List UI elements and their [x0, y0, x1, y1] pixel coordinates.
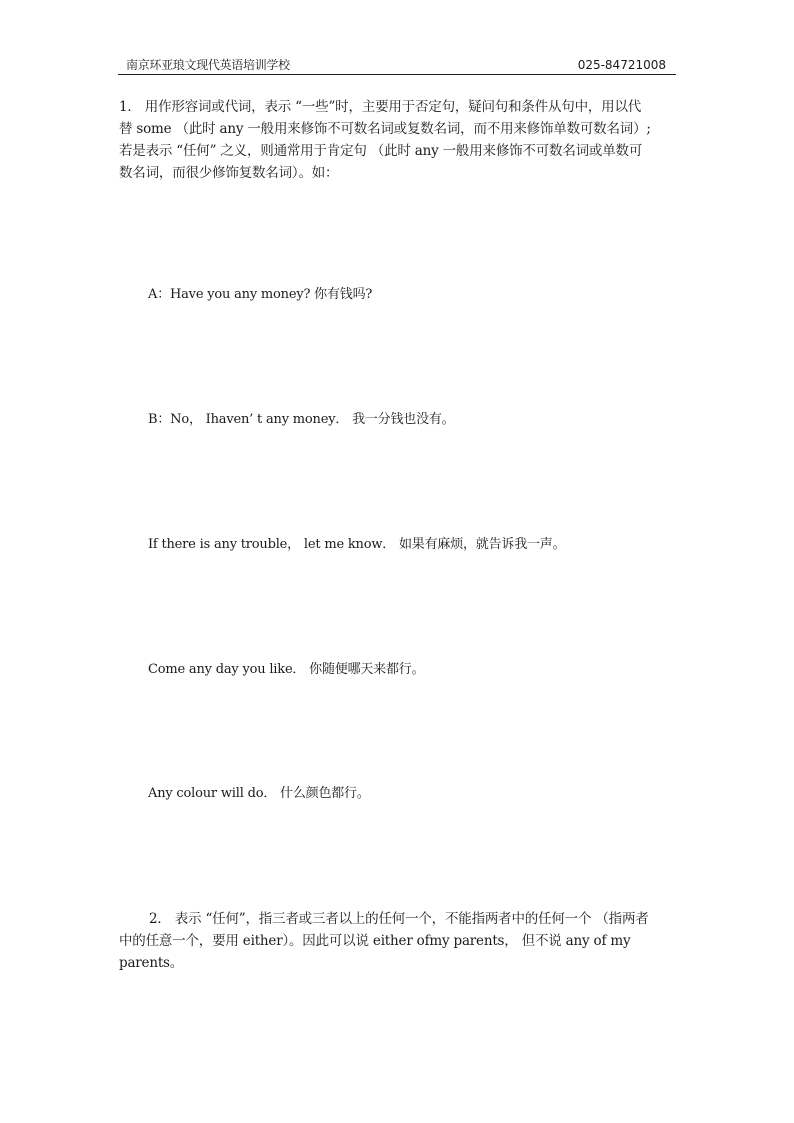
school-name: 南京环亚琅文现代英语培训学校	[126, 58, 290, 72]
example-sentence: If there is any trouble， let me know． 如果有麻烦，就告诉我一声。	[148, 537, 566, 552]
section-1-line-4: 数名词，而很少修饰复数名词）。如：	[119, 165, 339, 181]
page-header	[118, 57, 676, 75]
phone-number: 025-84721008	[577, 58, 666, 72]
section-1-line-2: 替 some （此时 any 一般用来修饰不可数名词或复数名词，而不用来修饰单数可数名词）;	[119, 121, 651, 137]
section-2-line-2: 中的任意一个，要用 either）。因此可以说 either ofmy parents， 但不说 any of my parents。	[119, 933, 631, 971]
section-1-paragraph	[119, 96, 679, 184]
example-sentence: B：No， Ihaven’ t any money． 我一分钱也没有。	[148, 412, 455, 427]
section-1-line-1: 1． 用作形容词或代词，表示 “一些”时，主要用于否定句，疑问句和条件从句中，用以代	[119, 99, 642, 115]
example-sentence: Come any day you like． 你随便哪天来都行。	[148, 662, 425, 677]
example-sentence: A：Have you any money? 你有钱吗?	[148, 287, 373, 302]
section-2-paragraph	[119, 908, 679, 974]
section-2-line-1: 2． 表示 “任何”，指三者或三者以上的任何一个，不能指两者中的任何一个 （指两者	[149, 911, 649, 927]
section-1-line-3: 若是表示 “任何” 之义，则通常用于肯定句 （此时 any 一般用来修饰不可数名词或单数可	[119, 143, 643, 159]
example-sentence: Any colour will do． 什么颜色都行。	[148, 786, 370, 801]
